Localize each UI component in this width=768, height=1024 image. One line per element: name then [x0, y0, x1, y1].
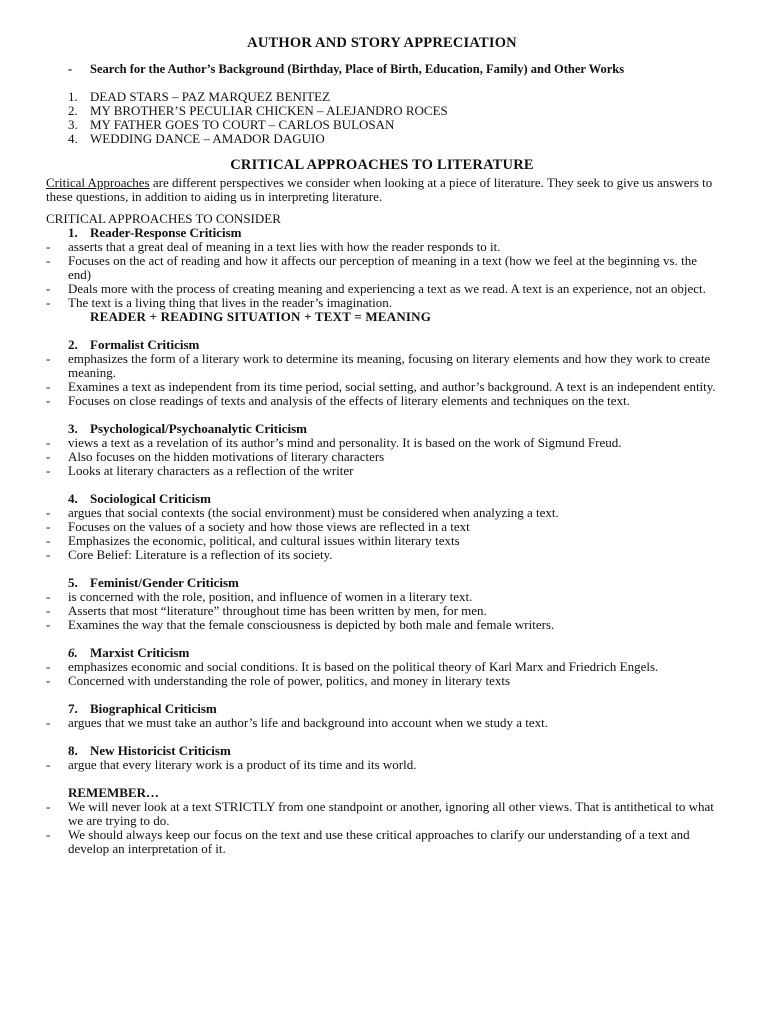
story-item [68, 118, 718, 132]
dash-marker: - [46, 533, 51, 548]
dash-marker: - [46, 659, 51, 674]
criticism-number: 5. [68, 575, 78, 590]
criticism-name: New Historicist Criticism [90, 743, 231, 758]
criticism-point [46, 674, 718, 688]
dash-marker: - [46, 547, 51, 562]
criticism-sociological [46, 492, 718, 562]
criticism-point [46, 450, 718, 464]
dash-marker: - [46, 449, 51, 464]
point-text: argue that every literary work is a product of its time and its world. [68, 757, 417, 772]
criticism-name: Psychological/Psychoanalytic Criticism [90, 421, 308, 436]
criticism-point [46, 380, 718, 394]
point-text: Also focuses on the hidden motivations of literary characters [68, 449, 385, 464]
dash-marker: - [46, 603, 51, 618]
point-text: argues that social contexts (the social environment) must be considered when analyzing a text. [68, 505, 559, 520]
criticism-point [46, 758, 718, 772]
criticism-biographical [46, 702, 718, 730]
point-text: asserts that a great deal of meaning in a text lies with how the reader responds to it. [68, 239, 501, 254]
meaning-formula: READER + READING SITUATION + TEXT = MEANING [90, 309, 432, 324]
point-text: Emphasizes the economic, political, and cultural issues within literary texts [68, 533, 460, 548]
dash-marker: - [46, 463, 51, 478]
criticism-number: 6. [68, 645, 78, 660]
dash-marker: - [68, 62, 73, 76]
criticism-name: Biographical Criticism [90, 701, 217, 716]
dash-marker: - [46, 253, 51, 268]
dash-marker: - [46, 673, 51, 688]
criticism-reader-response [46, 226, 718, 324]
consider-heading: CRITICAL APPROACHES TO CONSIDER [46, 211, 281, 226]
point-text: Asserts that most “literature” throughout time has been written by men, for men. [68, 603, 487, 618]
definition-term: Critical Approaches [46, 175, 150, 190]
criticism-heading [68, 338, 718, 352]
criticism-name: Marxist Criticism [90, 645, 190, 660]
point-text: We should always keep our focus on the text and use these critical approaches to clarify our understanding of a text and develop an interpretation of it. [68, 827, 690, 856]
dash-marker: - [46, 295, 51, 310]
criticism-point [46, 464, 718, 478]
dash-marker: - [46, 281, 51, 296]
criticism-heading [68, 744, 718, 758]
criticism-point [46, 240, 718, 254]
criticism-heading [68, 226, 718, 240]
point-text: Core Belief: Literature is a reflection of its society. [68, 547, 333, 562]
definition-paragraph [46, 176, 718, 204]
point-text: emphasizes the form of a literary work to determine its meaning, focusing on literary elements and how they work to create meaning. [68, 351, 711, 380]
criticism-heading [68, 422, 718, 436]
story-number: 1. [68, 89, 78, 104]
criticism-number: 3. [68, 421, 78, 436]
definition-text: are different perspectives we consider when looking at a piece of literature. They seek to give us answers to these questions, in addition to aiding us in interpreting literature. [46, 175, 713, 204]
story-number: 4. [68, 131, 78, 146]
criticism-formalist [46, 338, 718, 408]
criticism-number: 8. [68, 743, 78, 758]
dash-marker: - [46, 351, 51, 366]
dash-marker: - [46, 757, 51, 772]
story-text: DEAD STARS – PAZ MARQUEZ BENITEZ [90, 89, 331, 104]
dash-marker: - [46, 799, 51, 814]
criticism-point [46, 660, 718, 674]
criticism-point [46, 716, 718, 730]
story-item [68, 132, 718, 146]
point-text: Focuses on the values of a society and how those views are reflected in a text [68, 519, 470, 534]
criticism-point [46, 590, 718, 604]
point-text: Concerned with understanding the role of power, politics, and money in literary texts [68, 673, 511, 688]
story-text: WEDDING DANCE – AMADOR DAGUIO [90, 131, 325, 146]
point-text: is concerned with the role, position, and influence of women in a literary text. [68, 589, 473, 604]
criticism-point [46, 618, 718, 632]
criticism-name: Formalist Criticism [90, 337, 200, 352]
story-list [68, 90, 718, 146]
criticism-heading [68, 576, 718, 590]
dash-marker: - [46, 505, 51, 520]
remember-list [46, 800, 718, 856]
criticism-number: 7. [68, 701, 78, 716]
story-number: 2. [68, 103, 78, 118]
criticism-point [46, 282, 718, 296]
dash-marker: - [46, 715, 51, 730]
criticism-point [46, 296, 718, 310]
criticism-point [46, 352, 718, 380]
point-text: Examines a text as independent from its time period, social setting, and author’s background. A text is an independent entity. [68, 379, 716, 394]
criticism-point [46, 548, 718, 562]
point-text: Examines the way that the female consciousness is depicted by both male and female writers. [68, 617, 555, 632]
author-research-instruction [46, 62, 718, 76]
criticism-heading [68, 702, 718, 716]
criticism-number: 2. [68, 337, 78, 352]
dash-marker: - [46, 239, 51, 254]
criticism-new-historicist [46, 744, 718, 772]
dash-marker: - [46, 435, 51, 450]
dash-marker: - [46, 589, 51, 604]
criticism-heading [68, 646, 718, 660]
criticism-psychological [46, 422, 718, 478]
point-text: views a text as a revelation of its author’s mind and personality. It is based on the work of Sigmund Freud. [68, 435, 622, 450]
criticism-number: 4. [68, 491, 78, 506]
point-text: argues that we must take an author’s life and background into account when we study a text. [68, 715, 549, 730]
point-text: The text is a living thing that lives in the reader’s imagination. [68, 295, 392, 310]
criticism-name: Sociological Criticism [90, 491, 211, 506]
point-text: We will never look at a text STRICTLY from one standpoint or another, ignoring all other views. That is antithetical to what we are trying to do. [68, 799, 714, 828]
dash-marker: - [46, 827, 51, 842]
dash-marker: - [46, 617, 51, 632]
dash-marker: - [46, 379, 51, 394]
criticism-point [46, 436, 718, 450]
criticism-number: 1. [68, 225, 78, 240]
remember-point [46, 800, 718, 828]
remember-point [46, 828, 718, 856]
criticism-heading [68, 492, 718, 506]
criticism-marxist [46, 646, 718, 688]
point-text: Focuses on close readings of texts and analysis of the effects of literary elements and techniques on the text. [68, 393, 630, 408]
dash-marker: - [46, 519, 51, 534]
instruction-text: Search for the Author’s Background (Birthday, Place of Birth, Education, Family) and Other Works [90, 62, 625, 76]
criticism-feminist [46, 576, 718, 632]
point-text: emphasizes economic and social conditions. It is based on the political theory of Karl Marx and Friedrich Engels. [68, 659, 659, 674]
criticism-point [46, 520, 718, 534]
criticism-name: Feminist/Gender Criticism [90, 575, 239, 590]
story-number: 3. [68, 117, 78, 132]
story-item [68, 104, 718, 118]
story-item [68, 90, 718, 104]
criticism-point [46, 506, 718, 520]
dash-marker: - [46, 393, 51, 408]
page-title: AUTHOR AND STORY APPRECIATION [247, 35, 517, 51]
criticism-point [46, 254, 718, 282]
story-text: MY BROTHER’S PECULIAR CHICKEN – ALEJANDRO ROCES [90, 103, 448, 118]
point-text: Looks at literary characters as a reflection of the writer [68, 463, 354, 478]
criticism-point [46, 394, 718, 408]
criticism-name: Reader-Response Criticism [90, 225, 242, 240]
remember-heading: REMEMBER… [68, 785, 159, 800]
point-text: Deals more with the process of creating meaning and experiencing a text as we read. A text is an experience, not an object. [68, 281, 706, 296]
section-title: CRITICAL APPROACHES TO LITERATURE [230, 157, 534, 173]
story-text: MY FATHER GOES TO COURT – CARLOS BULOSAN [90, 117, 395, 132]
criticism-point [46, 604, 718, 618]
point-text: Focuses on the act of reading and how it affects our perception of meaning in a text (how we feel at the beginning vs. the end) [68, 253, 697, 282]
criticism-point [46, 534, 718, 548]
